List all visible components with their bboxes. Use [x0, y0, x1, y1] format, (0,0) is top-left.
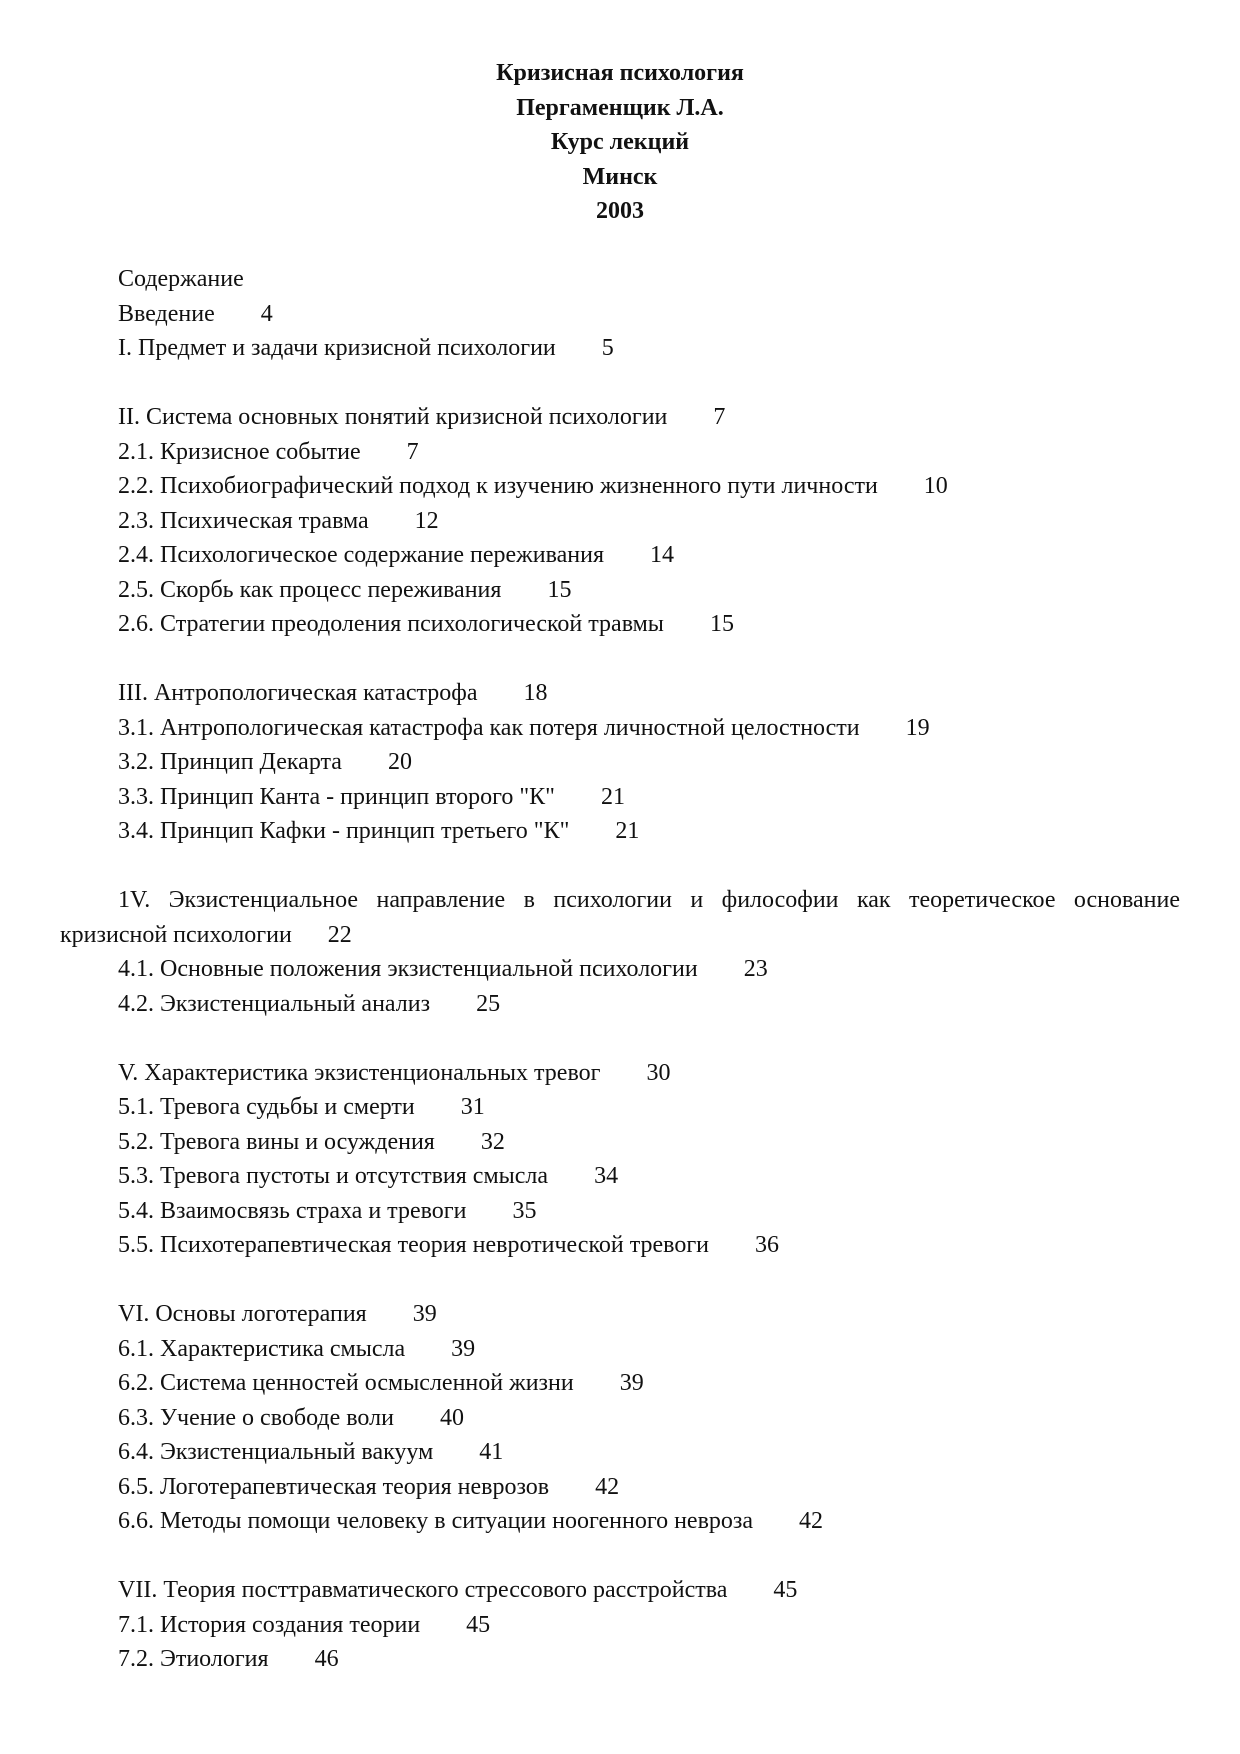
toc-entry [0, 469, 1240, 504]
toc-entry [0, 1608, 1240, 1643]
toc-entry-page: 46 [314, 1646, 339, 1672]
toc-entry-text: 2.2. Психобиографический подход к изучению жизненного пути личности [118, 473, 878, 499]
toc-entry [0, 1573, 1240, 1608]
toc-entry-text: 7.2. Этиология [118, 1646, 269, 1672]
toc-spacer [0, 366, 1240, 401]
toc-entry [0, 297, 1240, 332]
toc-entry [0, 435, 1240, 470]
toc-entry [0, 1297, 1240, 1332]
toc-entry-page: 7 [713, 404, 726, 430]
toc-entry-text: 2.3. Психическая травма [118, 507, 369, 534]
toc-entry-text: 2.6. Стратегии преодоления психологической травмы [118, 611, 664, 637]
toc-spacer [0, 1021, 1240, 1056]
toc-entry-page: 39 [451, 1335, 476, 1362]
toc-entry-page: 35 [512, 1197, 537, 1224]
toc-entry-page: 45 [773, 1577, 798, 1603]
toc-entry-text: 7.1. История создания теории [118, 1611, 421, 1638]
toc-entry-page: 5 [601, 335, 614, 361]
toc-entry-text: I. Предмет и задачи кризисной психологии [118, 335, 556, 361]
title-block [0, 56, 1240, 229]
toc-entry [0, 952, 1240, 987]
toc-entry [0, 1056, 1240, 1091]
toc-entry-text: Введение [118, 300, 215, 327]
toc-entry-text: 6.3. Учение о свободе воли [118, 1404, 394, 1431]
toc-entry [0, 1642, 1240, 1677]
toc-entry-text: 5.3. Тревога пустоты и отсутствия смысла [118, 1163, 549, 1189]
toc-entry [0, 1228, 1240, 1263]
toc-entry [0, 1401, 1240, 1436]
toc-entry-page: 40 [439, 1404, 464, 1431]
toc-entry [0, 1194, 1240, 1229]
toc-entry-text: II. Система основных понятий кризисной психологии [118, 404, 668, 430]
toc-entry-text: 3.1. Антропологическая катастрофа как потеря личностной целостности [118, 714, 860, 741]
document-title: Кризисная психология [496, 60, 744, 86]
toc-entry-page: 25 [476, 990, 501, 1017]
toc-entry-page: 12 [414, 507, 439, 534]
toc-entry-page: 34 [594, 1163, 619, 1189]
toc-entry [0, 987, 1240, 1022]
toc-entry-text: 5.5. Психотерапевтическая теория невротической тревоги [118, 1232, 710, 1258]
document-year: 2003 [596, 198, 644, 224]
toc-entry-text: 4.2. Экзистенциальный анализ [118, 990, 431, 1017]
toc-entry [0, 573, 1240, 608]
toc-entry-page: 22 [327, 921, 352, 948]
toc-entry-text: 6.5. Логотерапевтическая теория неврозов [118, 1473, 550, 1500]
toc-entry-text: 6.6. Методы помощи человеку в ситуации ноогенного невроза [118, 1508, 754, 1534]
toc-entry [0, 676, 1240, 711]
toc-entry [0, 1435, 1240, 1470]
toc-entry-page: 10 [923, 473, 948, 499]
toc-entry-page: 30 [646, 1059, 671, 1086]
toc-spacer [0, 849, 1240, 884]
toc-entry [0, 1125, 1240, 1160]
toc-spacer [0, 1263, 1240, 1298]
toc-entry-text: 2.4. Психологическое содержание переживания [118, 542, 604, 568]
toc-entry-text: 4.1. Основные положения экзистенциальной психологии [118, 956, 698, 982]
toc-entry-text: 3.4. Принцип Кафки - принцип третьего "К" [118, 818, 570, 844]
table-of-contents [0, 262, 1240, 1677]
toc-entry-page: 21 [600, 783, 625, 810]
toc-entry-page: 31 [460, 1094, 485, 1120]
toc-entry-page: 4 [260, 300, 273, 327]
toc-entry-text: III. Антропологическая катастрофа [118, 680, 478, 706]
toc-entry [0, 1159, 1240, 1194]
toc-entry-text: 5.4. Взаимосвязь страха и тревоги [118, 1197, 467, 1224]
toc-entry-text: 2.1. Кризисное событие [118, 438, 361, 465]
toc-entry [0, 1090, 1240, 1125]
toc-entry-text: 3.3. Принцип Канта - принцип второго "К" [118, 783, 555, 810]
toc-entry [0, 331, 1240, 366]
toc-entry-page: 15 [547, 576, 572, 603]
document-city: Минск [582, 163, 658, 190]
toc-entry-page: 20 [387, 749, 412, 775]
toc-entry [0, 1366, 1240, 1401]
toc-entry [0, 1332, 1240, 1367]
toc-entry-text: 6.1. Характеристика смысла [118, 1335, 406, 1362]
toc-entry-page: 39 [619, 1370, 644, 1396]
toc-entry-text: VII. Теория посттравматического стрессового расстройства [118, 1577, 728, 1603]
toc-entry-page: 14 [650, 542, 674, 568]
toc-entry-text: V. Характеристика экзистенциональных тревог [118, 1059, 601, 1086]
toc-entry-text: 3.2. Принцип Декарта [118, 749, 342, 775]
toc-entry-page: 15 [709, 611, 734, 637]
toc-entry-page: 21 [615, 818, 640, 844]
toc-entry [0, 1470, 1240, 1505]
toc-entry-text: 2.5. Скорбь как процесс переживания [118, 576, 502, 603]
toc-entry [0, 400, 1240, 435]
toc-entry [0, 504, 1240, 539]
document-subtitle: Курс лекций [550, 129, 690, 155]
toc-entry-page: 19 [905, 714, 930, 741]
toc-entry [0, 883, 1240, 952]
toc-entry [0, 538, 1240, 573]
document-author: Пергаменщик Л.А. [516, 94, 724, 121]
toc-entry-page: 32 [480, 1128, 505, 1155]
toc-entry-page: 23 [743, 956, 768, 982]
toc-entry-page: 18 [523, 680, 548, 706]
toc-entry [0, 711, 1240, 746]
toc-entry [0, 814, 1240, 849]
toc-entry-page: 7 [406, 438, 419, 465]
toc-entry-page: 39 [412, 1301, 437, 1327]
toc-entry-page: 42 [595, 1473, 620, 1500]
toc-entry [0, 745, 1240, 780]
toc-spacer [0, 1539, 1240, 1574]
toc-entry-page: 45 [466, 1611, 491, 1638]
toc-entry-text: 6.4. Экзистенциальный вакуум [118, 1439, 434, 1465]
toc-entry-page: 36 [755, 1232, 780, 1258]
toc-entry-text: 6.2. Система ценностей осмысленной жизни [118, 1370, 574, 1396]
toc-entry [0, 780, 1240, 815]
toc-entry [0, 607, 1240, 642]
toc-entry [0, 1504, 1240, 1539]
toc-entry-page: 41 [479, 1439, 504, 1465]
toc-entry-text: 5.1. Тревога судьбы и смерти [118, 1094, 415, 1120]
toc-entry-text: 1V. Экзистенциальное направление в психологии и философии как теоретическое основание кризисной психологии [60, 887, 1180, 948]
toc-entry-page: 42 [799, 1508, 824, 1534]
toc-entry-text: VI. Основы логотерапия [118, 1301, 367, 1327]
toc-heading: Содержание [118, 266, 244, 292]
toc-spacer [0, 642, 1240, 677]
toc-entry-text: 5.2. Тревога вины и осуждения [118, 1128, 435, 1155]
